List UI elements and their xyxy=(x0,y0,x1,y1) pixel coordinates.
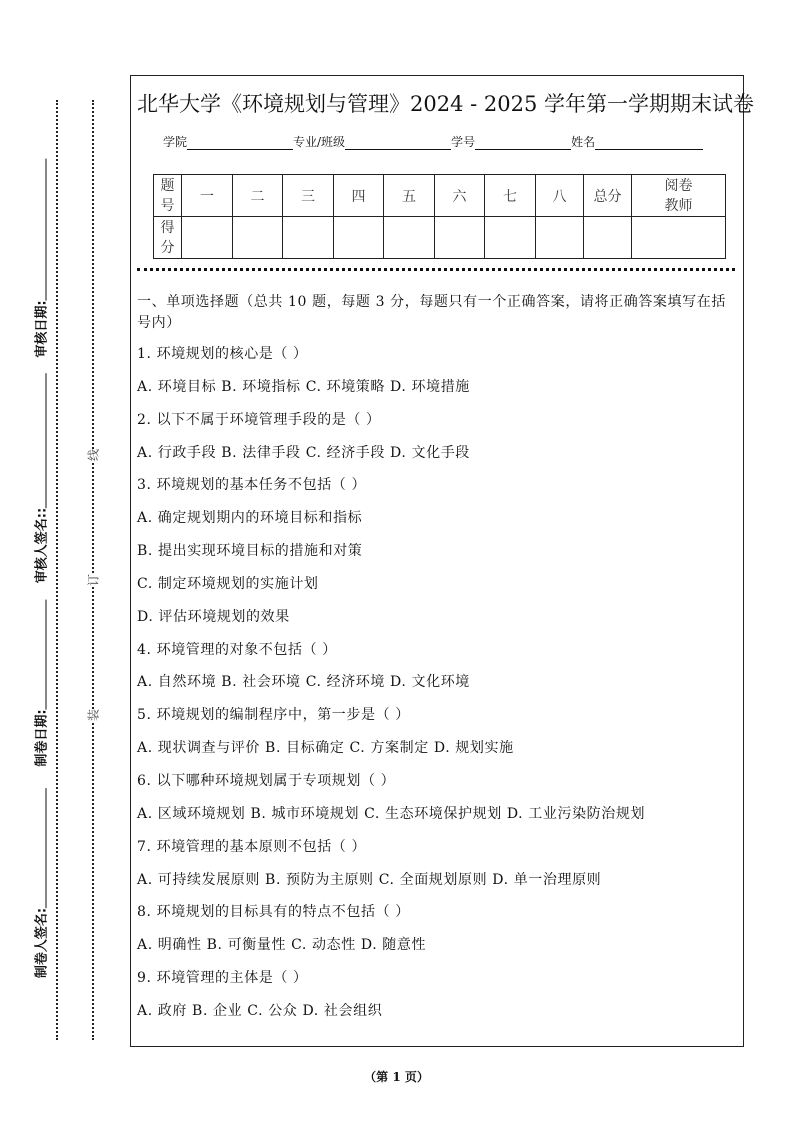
question-text: 3. 环境规划的基本任务不包括（ ） xyxy=(137,477,367,494)
question-text: 1. 环境规划的核心是（ ） xyxy=(137,346,308,362)
binding-dotted-line xyxy=(92,100,94,1040)
paper-date-field xyxy=(31,599,50,766)
question-list xyxy=(137,344,737,1034)
score-row xyxy=(154,217,726,259)
major-class-field[interactable] xyxy=(345,135,451,150)
col-grader: 阅卷教师 xyxy=(632,175,726,217)
score-table xyxy=(153,174,726,259)
dotted-separator xyxy=(137,268,735,271)
student-id-label: 学号 xyxy=(451,135,476,149)
section-one xyxy=(137,292,737,1034)
score-cell[interactable] xyxy=(632,217,726,259)
answer-options: A. 可持续发展原则 B. 预防为主原则 C. 全面规划原则 D. 单一治理原则 xyxy=(137,871,602,888)
col-6: 六 xyxy=(435,175,485,217)
binding-label-bind: 装 xyxy=(83,709,104,721)
score-cell[interactable] xyxy=(584,217,632,259)
paper-date-label: 制卷日期: xyxy=(34,709,50,767)
question-number-label: 题号 xyxy=(154,175,182,217)
binding-label-staple: 订 xyxy=(83,574,104,586)
score-cell[interactable] xyxy=(233,217,283,259)
paper-author-signature-field xyxy=(31,788,50,978)
score-cell[interactable] xyxy=(283,217,334,259)
col-total: 总分 xyxy=(584,175,632,217)
score-cell[interactable] xyxy=(384,217,435,259)
paper-author-signature-label: 制卷人签名: xyxy=(34,907,50,979)
question-text: 9. 环境管理的主体是（ ） xyxy=(137,970,308,987)
binding-label-line: 线 xyxy=(83,449,104,461)
answer-options: A. 确定规划期内的环境目标和指标 xyxy=(137,510,363,527)
question-text: 5. 环境规划的编制程序中，第一步是（ ） xyxy=(137,707,410,724)
question-text: 7. 环境管理的基本原则不包括（ ） xyxy=(137,838,367,855)
student-id-field[interactable] xyxy=(475,135,571,150)
page-number: （第 1 页） xyxy=(364,1070,429,1084)
score-label: 得分 xyxy=(154,217,182,259)
college-label: 学院 xyxy=(163,135,188,149)
student-info-row xyxy=(163,133,703,150)
answer-options: A. 明确性 B. 可衡量性 C. 动态性 D. 随意性 xyxy=(137,937,427,954)
question-text: 8. 环境规划的目标具有的特点不包括（ ） xyxy=(137,904,410,921)
answer-options: D. 评估环境规划的效果 xyxy=(137,608,290,625)
exam-title: 北华大学《环境规划与管理》2024 - 2025 学年第一学期期末试卷 xyxy=(137,92,755,116)
col-8: 八 xyxy=(536,175,584,217)
col-2: 二 xyxy=(233,175,283,217)
reviewer-signature-field xyxy=(31,373,50,583)
score-cell[interactable] xyxy=(334,217,384,259)
name-field[interactable] xyxy=(595,135,703,150)
col-1: 一 xyxy=(182,175,233,217)
answer-options: A. 现状调查与评价 B. 目标确定 C. 方案制定 D. 规划实施 xyxy=(137,740,514,757)
question-text: 6. 以下哪种环境规划属于专项规划（ ） xyxy=(137,772,396,789)
answer-options: A. 自然环境 B. 社会环境 C. 经济环境 D. 文化环境 xyxy=(137,674,470,691)
answer-options: A. 政府 B. 企业 C. 公众 D. 社会组织 xyxy=(137,1002,383,1019)
score-cell[interactable] xyxy=(435,217,485,259)
answer-options: A. 行政手段 B. 法律手段 C. 经济手段 D. 文化手段 xyxy=(137,444,470,461)
answer-options: A. 区域环境规划 B. 城市环境规划 C. 生态环境保护规划 D. 工业污染防治规划 xyxy=(137,805,646,822)
score-cell[interactable] xyxy=(485,217,536,259)
review-date-label: 审核日期: xyxy=(34,300,50,358)
col-4: 四 xyxy=(334,175,384,217)
answer-options: B. 提出实现环境目标的措施和对策 xyxy=(137,543,363,560)
question-number-row xyxy=(154,175,726,217)
score-cell[interactable] xyxy=(182,217,233,259)
name-label: 姓名 xyxy=(571,135,596,149)
col-3: 三 xyxy=(283,175,334,217)
major-class-label: 专业/班级 xyxy=(293,135,346,149)
col-7: 七 xyxy=(485,175,536,217)
answer-options: A. 环境目标 B. 环境指标 C. 环境策略 D. 环境措施 xyxy=(137,378,470,395)
question-text: 2. 以下不属于环境管理手段的是（ ） xyxy=(137,411,381,428)
reviewer-signature-label: 审核人签名:: xyxy=(34,507,50,584)
exam-paper-frame xyxy=(130,75,755,1047)
margin-dotted-line-outer xyxy=(56,100,58,1040)
review-date-field xyxy=(31,158,50,357)
question-text: 4. 环境管理的对象不包括（ ） xyxy=(137,641,337,658)
college-field[interactable] xyxy=(187,135,293,150)
score-cell[interactable] xyxy=(536,217,584,259)
col-5: 五 xyxy=(384,175,435,217)
answer-options: C. 制定环境规划的实施计划 xyxy=(137,575,319,592)
section-heading: 一、单项选择题（总共 10 题，每题 3 分，每题只有一个正确答案，请将正确答案填写在括号内） xyxy=(137,294,726,331)
